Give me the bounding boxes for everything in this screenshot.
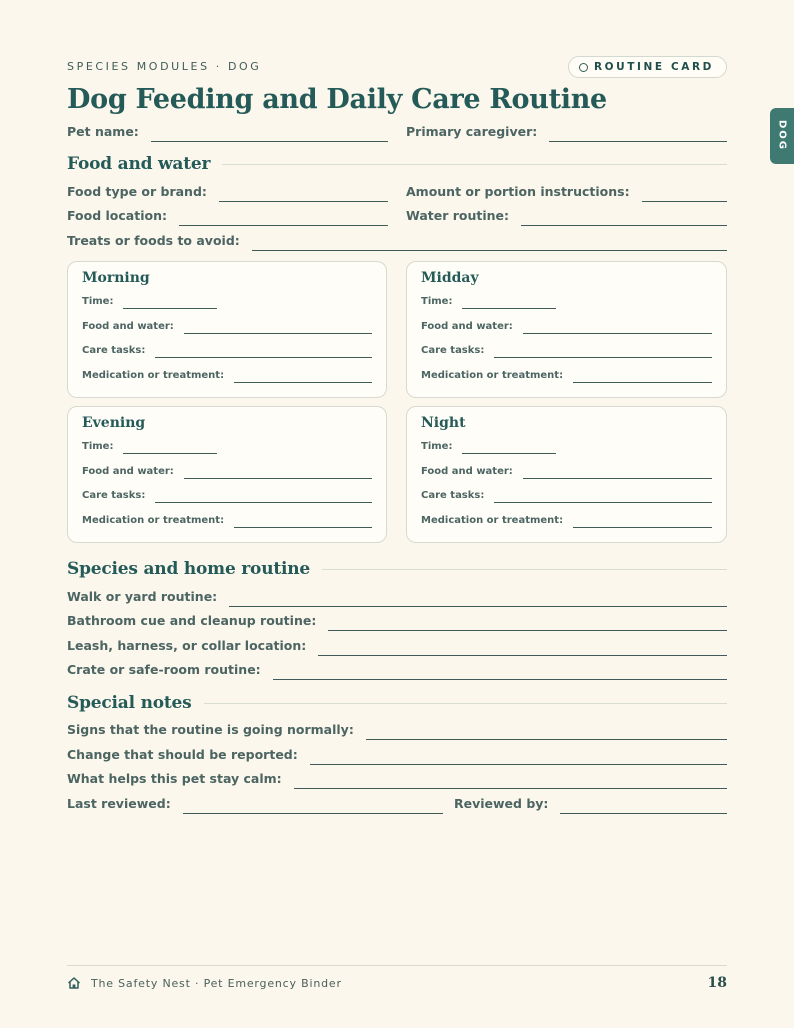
- time-label: Time:: [421, 441, 453, 452]
- bathroom-field[interactable]: [328, 615, 727, 631]
- night-card-title: Night: [421, 415, 466, 431]
- time-row: [82, 440, 372, 454]
- food-type-label: Food type or brand:: [67, 184, 207, 199]
- time-field[interactable]: [462, 440, 556, 454]
- food-water-row: [421, 320, 712, 334]
- crate-row: [67, 662, 727, 680]
- pet-name-row: [67, 124, 388, 142]
- home-routine-section-heading: [67, 559, 727, 579]
- food-water-field[interactable]: [523, 465, 712, 479]
- care-tasks-row: [82, 489, 372, 503]
- pet-name-label: Pet name:: [67, 124, 139, 139]
- reviewed-by-row: [454, 796, 727, 814]
- pet-name-field[interactable]: [151, 126, 388, 142]
- food-water-label: Food and water:: [82, 321, 174, 332]
- side-tab-label: DOG: [776, 120, 788, 152]
- midday-card: [406, 261, 727, 398]
- food-water-section-heading: [67, 154, 727, 174]
- dog-side-tab[interactable]: [770, 108, 794, 164]
- water-routine-field[interactable]: [521, 210, 727, 226]
- medication-field[interactable]: [234, 514, 372, 528]
- section-kicker: SPECIES MODULES · DOG: [67, 60, 262, 73]
- walk-label: Walk or yard routine:: [67, 589, 218, 604]
- circle-icon: [579, 63, 588, 72]
- time-field[interactable]: [462, 295, 556, 309]
- treats-field[interactable]: [252, 235, 727, 251]
- routine-card-badge: [568, 56, 727, 78]
- footer-text: The Safety Nest · Pet Emergency Binder: [91, 976, 342, 990]
- food-location-field[interactable]: [179, 210, 388, 226]
- medication-row: [82, 514, 372, 528]
- care-tasks-label: Care tasks:: [82, 345, 146, 356]
- page-number: 18: [707, 975, 727, 991]
- time-label: Time:: [82, 441, 114, 452]
- leash-row: [67, 638, 727, 656]
- food-location-row: [67, 208, 388, 226]
- page: [67, 0, 727, 1028]
- medication-label: Medication or treatment:: [82, 515, 225, 526]
- primary-caregiver-row: [406, 124, 727, 142]
- time-label: Time:: [82, 296, 114, 307]
- food-water-label: Food and water:: [82, 466, 174, 477]
- medication-row: [421, 369, 712, 383]
- treats-label: Treats or foods to avoid:: [67, 233, 240, 248]
- food-water-field[interactable]: [184, 465, 372, 479]
- food-water-field[interactable]: [523, 320, 712, 334]
- section-divider: [322, 569, 727, 570]
- last-reviewed-field[interactable]: [183, 798, 443, 814]
- care-tasks-field[interactable]: [494, 344, 712, 358]
- water-routine-row: [406, 208, 727, 226]
- amount-label: Amount or portion instructions:: [406, 184, 630, 199]
- amount-field[interactable]: [642, 186, 727, 202]
- medication-field[interactable]: [573, 514, 712, 528]
- badge-label: ROUTINE CARD: [593, 61, 714, 73]
- midday-card-title: Midday: [421, 270, 479, 286]
- signs-normal-row: [67, 722, 727, 740]
- care-tasks-row: [421, 489, 712, 503]
- bathroom-row: [67, 613, 727, 631]
- change-reported-field[interactable]: [310, 749, 727, 765]
- morning-card-title: Morning: [82, 270, 150, 286]
- walk-field[interactable]: [229, 591, 727, 607]
- signs-normal-label: Signs that the routine is going normally:: [67, 722, 354, 737]
- food-water-heading: Food and water: [67, 154, 211, 174]
- food-water-label: Food and water:: [421, 321, 513, 332]
- stay-calm-field[interactable]: [294, 773, 727, 789]
- change-reported-row: [67, 747, 727, 765]
- amount-row: [406, 184, 727, 202]
- medication-field[interactable]: [573, 369, 712, 383]
- time-label: Time:: [421, 296, 453, 307]
- footer-divider: [67, 965, 727, 966]
- reviewed-by-field[interactable]: [560, 798, 727, 814]
- stay-calm-row: [67, 771, 727, 789]
- reviewed-by-label: Reviewed by:: [454, 796, 549, 811]
- signs-normal-field[interactable]: [366, 724, 727, 740]
- stay-calm-label: What helps this pet stay calm:: [67, 771, 282, 786]
- section-divider: [222, 164, 727, 165]
- last-reviewed-label: Last reviewed:: [67, 796, 171, 811]
- food-type-field[interactable]: [219, 186, 388, 202]
- food-type-row: [67, 184, 388, 202]
- medication-label: Medication or treatment:: [421, 370, 564, 381]
- last-reviewed-row: [67, 796, 443, 814]
- crate-field[interactable]: [273, 664, 727, 680]
- evening-card-title: Evening: [82, 415, 146, 431]
- medication-field[interactable]: [234, 369, 372, 383]
- food-location-label: Food location:: [67, 208, 167, 223]
- care-tasks-label: Care tasks:: [421, 345, 485, 356]
- morning-card: [67, 261, 387, 398]
- bathroom-label: Bathroom cue and cleanup routine:: [67, 613, 317, 628]
- footer: [67, 975, 727, 991]
- medication-row: [421, 514, 712, 528]
- food-water-row: [82, 465, 372, 479]
- time-row: [421, 295, 712, 309]
- treats-row: [67, 233, 727, 251]
- medication-row: [82, 369, 372, 383]
- leash-label: Leash, harness, or collar location:: [67, 638, 307, 653]
- medication-label: Medication or treatment:: [421, 515, 564, 526]
- care-tasks-field[interactable]: [155, 344, 372, 358]
- food-water-row: [421, 465, 712, 479]
- medication-label: Medication or treatment:: [82, 370, 225, 381]
- care-tasks-label: Care tasks:: [421, 490, 485, 501]
- food-water-row: [82, 320, 372, 334]
- page-title: Dog Feeding and Daily Care Routine: [67, 84, 607, 115]
- water-routine-label: Water routine:: [406, 208, 510, 223]
- home-icon: [67, 976, 81, 990]
- night-card: [406, 406, 727, 543]
- care-tasks-field[interactable]: [155, 489, 372, 503]
- care-tasks-label: Care tasks:: [82, 490, 146, 501]
- section-divider: [204, 703, 727, 704]
- special-notes-section-heading: [67, 693, 727, 713]
- primary-caregiver-label: Primary caregiver:: [406, 124, 538, 139]
- food-water-label: Food and water:: [421, 466, 513, 477]
- time-field[interactable]: [123, 295, 217, 309]
- home-routine-heading: Species and home routine: [67, 559, 311, 579]
- special-notes-heading: Special notes: [67, 693, 192, 713]
- care-tasks-field[interactable]: [494, 489, 712, 503]
- walk-row: [67, 589, 727, 607]
- change-reported-label: Change that should be reported:: [67, 747, 298, 762]
- food-water-field[interactable]: [184, 320, 372, 334]
- time-row: [82, 295, 372, 309]
- care-tasks-row: [421, 344, 712, 358]
- time-row: [421, 440, 712, 454]
- care-tasks-row: [82, 344, 372, 358]
- time-field[interactable]: [123, 440, 217, 454]
- primary-caregiver-field[interactable]: [549, 126, 727, 142]
- crate-label: Crate or safe-room routine:: [67, 662, 261, 677]
- evening-card: [67, 406, 387, 543]
- leash-field[interactable]: [318, 640, 727, 656]
